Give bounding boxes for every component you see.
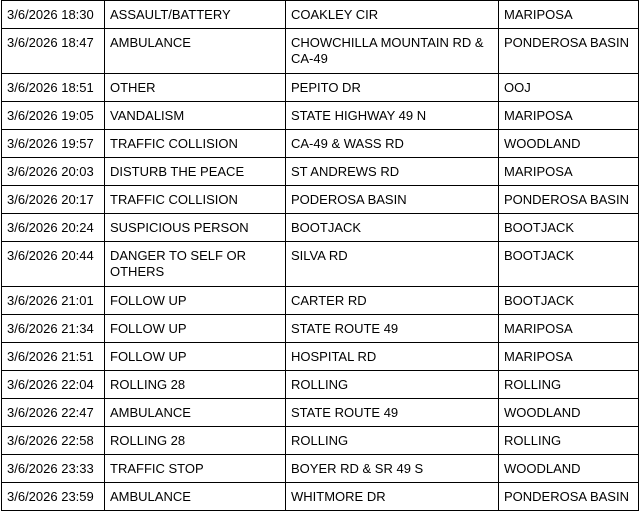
date-time-cell: 3/6/2026 22:47 [2, 399, 105, 427]
location-cell: BOOTJACK [286, 214, 499, 242]
date-time-cell: 3/6/2026 23:59 [2, 483, 105, 511]
incident-type-cell: OTHER [105, 74, 286, 102]
table-row [2, 214, 639, 242]
table-row [2, 102, 639, 130]
incident-type-cell: AMBULANCE [105, 399, 286, 427]
area-cell: BOOTJACK [499, 242, 639, 287]
incident-type-cell: VANDALISM [105, 102, 286, 130]
table-row [2, 343, 639, 371]
date-time-cell: 3/6/2026 20:17 [2, 186, 105, 214]
area-cell: PONDEROSA BASIN [499, 483, 639, 511]
location-cell: CARTER RD [286, 287, 499, 315]
table-row [2, 455, 639, 483]
location-cell: WHITMORE DR [286, 483, 499, 511]
incident-type-cell: TRAFFIC COLLISION [105, 186, 286, 214]
date-time-cell: 3/6/2026 23:33 [2, 455, 105, 483]
area-cell: ROLLING [499, 427, 639, 455]
area-cell: ROLLING [499, 371, 639, 399]
area-cell: WOODLAND [499, 130, 639, 158]
location-cell: PODEROSA BASIN [286, 186, 499, 214]
location-cell: CHOWCHILLA MOUNTAIN RD & CA-49 [286, 29, 499, 74]
table-row [2, 483, 639, 511]
area-cell: PONDEROSA BASIN [499, 186, 639, 214]
incident-type-cell: FOLLOW UP [105, 315, 286, 343]
location-cell: STATE ROUTE 49 [286, 399, 499, 427]
date-time-cell: 3/6/2026 22:04 [2, 371, 105, 399]
date-time-cell: 3/6/2026 18:47 [2, 29, 105, 74]
date-time-cell: 3/6/2026 21:01 [2, 287, 105, 315]
location-cell: PEPITO DR [286, 74, 499, 102]
area-cell: BOOTJACK [499, 214, 639, 242]
table-row [2, 186, 639, 214]
incident-type-cell: DISTURB THE PEACE [105, 158, 286, 186]
area-cell: MARIPOSA [499, 158, 639, 186]
location-cell: ROLLING [286, 371, 499, 399]
table-row [2, 1, 639, 29]
date-time-cell: 3/6/2026 20:24 [2, 214, 105, 242]
incident-type-cell: AMBULANCE [105, 29, 286, 74]
area-cell: MARIPOSA [499, 343, 639, 371]
incident-type-cell: TRAFFIC COLLISION [105, 130, 286, 158]
area-cell: OOJ [499, 74, 639, 102]
date-time-cell: 3/6/2026 20:03 [2, 158, 105, 186]
incident-type-cell: ROLLING 28 [105, 427, 286, 455]
date-time-cell: 3/6/2026 22:58 [2, 427, 105, 455]
area-cell: WOODLAND [499, 399, 639, 427]
location-cell: STATE ROUTE 49 [286, 315, 499, 343]
table-row [2, 74, 639, 102]
table-row [2, 315, 639, 343]
table-row [2, 371, 639, 399]
table-row [2, 427, 639, 455]
location-cell: ROLLING [286, 427, 499, 455]
table-row [2, 399, 639, 427]
date-time-cell: 3/6/2026 20:44 [2, 242, 105, 287]
table-row [2, 242, 639, 287]
location-cell: ST ANDREWS RD [286, 158, 499, 186]
incident-log-body [2, 1, 639, 511]
location-cell: COAKLEY CIR [286, 1, 499, 29]
area-cell: MARIPOSA [499, 102, 639, 130]
incident-type-cell: SUSPICIOUS PERSON [105, 214, 286, 242]
area-cell: BOOTJACK [499, 287, 639, 315]
table-row [2, 29, 639, 74]
area-cell: MARIPOSA [499, 1, 639, 29]
location-cell: HOSPITAL RD [286, 343, 499, 371]
incident-type-cell: TRAFFIC STOP [105, 455, 286, 483]
incident-type-cell: FOLLOW UP [105, 287, 286, 315]
incident-type-cell: FOLLOW UP [105, 343, 286, 371]
area-cell: WOODLAND [499, 455, 639, 483]
area-cell: PONDEROSA BASIN [499, 29, 639, 74]
incident-type-cell: ASSAULT/BATTERY [105, 1, 286, 29]
date-time-cell: 3/6/2026 21:34 [2, 315, 105, 343]
incident-type-cell: DANGER TO SELF OR OTHERS [105, 242, 286, 287]
location-cell: BOYER RD & SR 49 S [286, 455, 499, 483]
location-cell: CA-49 & WASS RD [286, 130, 499, 158]
table-row [2, 130, 639, 158]
incident-log-table [1, 0, 639, 511]
location-cell: STATE HIGHWAY 49 N [286, 102, 499, 130]
incident-type-cell: AMBULANCE [105, 483, 286, 511]
incident-type-cell: ROLLING 28 [105, 371, 286, 399]
location-cell: SILVA RD [286, 242, 499, 287]
table-row [2, 158, 639, 186]
date-time-cell: 3/6/2026 19:57 [2, 130, 105, 158]
date-time-cell: 3/6/2026 18:51 [2, 74, 105, 102]
area-cell: MARIPOSA [499, 315, 639, 343]
date-time-cell: 3/6/2026 18:30 [2, 1, 105, 29]
date-time-cell: 3/6/2026 19:05 [2, 102, 105, 130]
date-time-cell: 3/6/2026 21:51 [2, 343, 105, 371]
table-row [2, 287, 639, 315]
